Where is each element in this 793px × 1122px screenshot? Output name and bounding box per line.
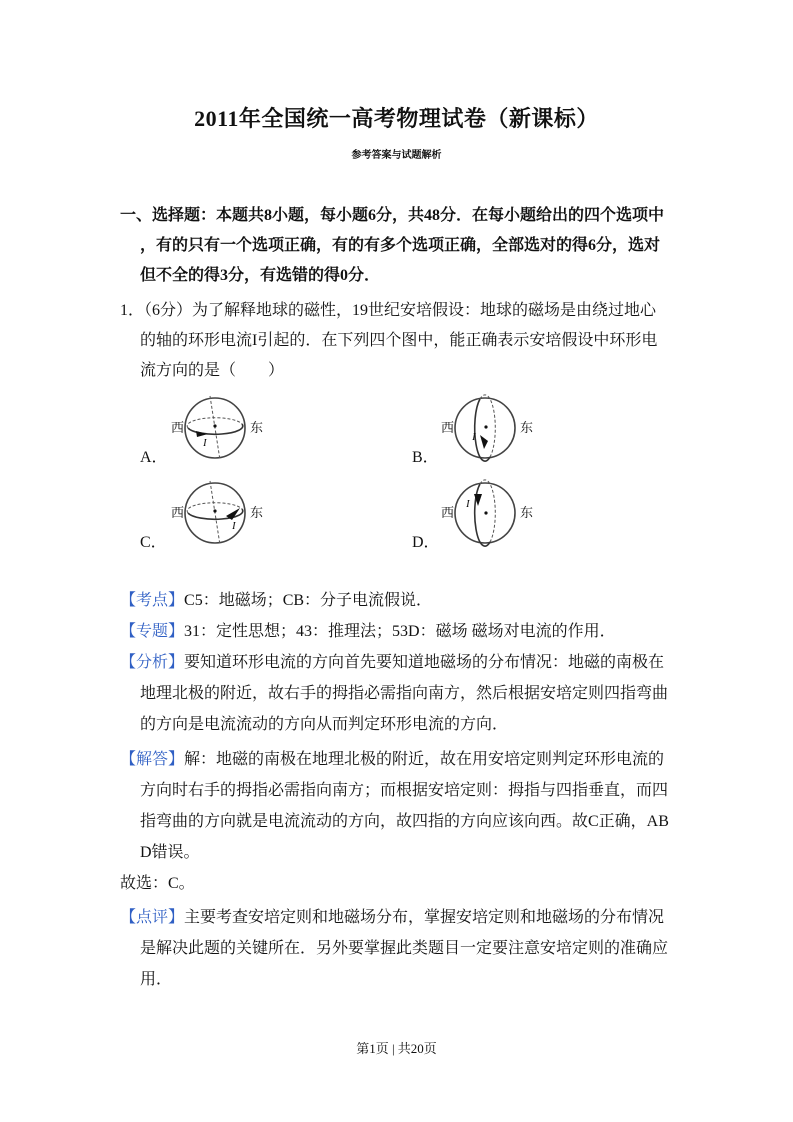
jieda-line: D错误。 xyxy=(140,844,200,861)
west-label: 西 xyxy=(171,505,185,520)
globe-icon xyxy=(170,393,310,463)
west-label: 西 xyxy=(441,505,455,520)
fenxi-text: 要知道环形电流的方向首先要知道地磁场的分布情况：地磁的南极在 xyxy=(184,654,665,671)
figure-a xyxy=(170,393,310,473)
fenxi-tag: 【分析】 xyxy=(120,654,185,671)
current-label: I xyxy=(232,520,236,532)
kaodian-line xyxy=(120,585,680,616)
jieda-text: 解：地磁的南极在地理北极的附近，故在用安培定则判定环形电流的 xyxy=(184,751,665,768)
fenxi-line: 地理北极的附近，故右手的拇指必需指向南方，然后根据安培定则四指弯曲 xyxy=(140,685,669,702)
dianping-tag: 【点评】 xyxy=(120,909,185,926)
east-label: 东 xyxy=(250,505,264,520)
page-footer: 第1页 | 共20页 xyxy=(356,1041,437,1056)
zhuanti-line xyxy=(120,616,680,647)
question-line: 1．（6分）为了解释地球的磁性，19世纪安培假设：地球的磁场是由绕过地心 xyxy=(120,302,657,319)
page-subtitle: 参考答案与试题解析 xyxy=(351,150,442,161)
dianping-line: 用． xyxy=(140,971,173,988)
fenxi-line: 的方向是电流流动的方向从而判定环形电流的方向． xyxy=(140,716,509,733)
final-answer: 故选：C。 xyxy=(120,875,195,892)
zhuanti-tag: 【专题】 xyxy=(120,623,185,640)
section-line: ，有的只有一个选项正确，有的有多个选项正确，全部选对的得6分，选对 xyxy=(140,237,661,254)
answer-analysis xyxy=(120,585,680,995)
option-b-label: B． xyxy=(412,449,439,466)
dianping-text: 主要考查安培定则和地磁场分布，掌握安培定则和地磁场的分布情况 xyxy=(184,909,665,926)
option-d-label: D． xyxy=(412,534,440,551)
globe-icon xyxy=(440,478,580,548)
current-label: I xyxy=(203,437,207,449)
section-heading xyxy=(120,201,680,291)
jieda-tag: 【解答】 xyxy=(120,751,185,768)
section-line: 但不全的得3分，有选错的得0分． xyxy=(140,267,381,284)
option-c-label: C． xyxy=(140,534,167,551)
dianping-line xyxy=(120,902,680,933)
figure-b xyxy=(440,393,580,473)
kaodian-tag: 【考点】 xyxy=(120,592,185,609)
jieda-line xyxy=(120,744,680,775)
current-label: I xyxy=(466,498,470,510)
figure-c xyxy=(170,478,310,558)
kaodian-text: C5：地磁场；CB：分子电流假说． xyxy=(184,592,433,609)
west-label: 西 xyxy=(171,420,185,435)
globe-icon xyxy=(440,393,580,463)
section-line: 一、选择题：本题共8小题，每小题6分，共48分．在每小题给出的四个选项中 xyxy=(120,207,665,224)
fenxi-line xyxy=(120,647,680,678)
current-label: I xyxy=(472,431,476,443)
question-line: 的轴的环形电流I引起的．在下列四个图中，能正确表示安培假设中环形电 xyxy=(140,332,658,349)
east-label: 东 xyxy=(250,420,264,435)
dianping-line: 是解决此题的关键所在．另外要掌握此类题目一定要注意安培定则的准确应 xyxy=(140,940,669,957)
east-label: 东 xyxy=(520,420,534,435)
page-title: 2011年全国统一高考物理试卷（新课标） xyxy=(194,106,599,131)
west-label: 西 xyxy=(441,420,455,435)
figure-d xyxy=(440,478,580,558)
jieda-line: 指弯曲的方向就是电流流动的方向，故四指的方向应该向西。故C正确，AB xyxy=(140,813,669,830)
question-1 xyxy=(120,296,680,386)
question-line: 流方向的是（ ） xyxy=(140,362,285,379)
globe-icon xyxy=(170,478,310,548)
east-label: 东 xyxy=(520,505,534,520)
jieda-line: 方向时右手的拇指必需指向南方；而根据安培定则：拇指与四指垂直，而四 xyxy=(140,782,669,799)
zhuanti-text: 31：定性思想；43：推理法；53D：磁场 磁场对电流的作用． xyxy=(184,623,616,640)
option-a-label: A． xyxy=(140,449,168,466)
